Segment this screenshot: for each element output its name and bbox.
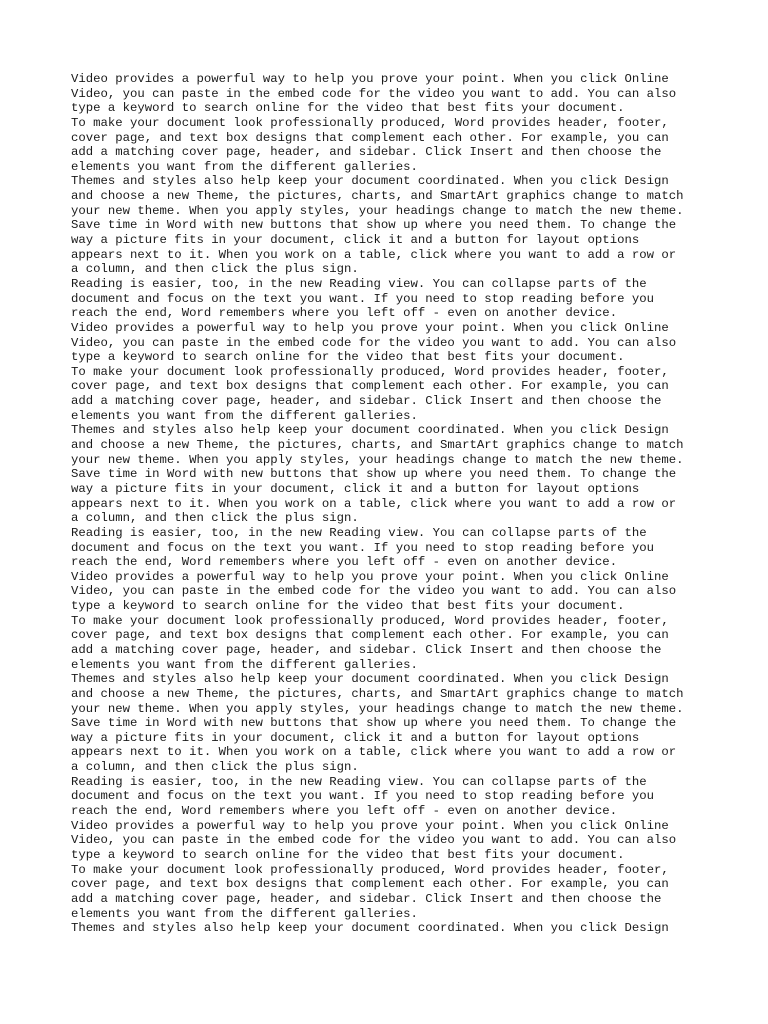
text-line: and choose a new Theme, the pictures, charts, and SmartArt graphics change to match <box>71 189 684 204</box>
text-line: To make your document look professionally produced, Word provides header, footer, <box>71 613 669 628</box>
text-line: type a keyword to search online for the video that best fits your document. <box>71 847 625 862</box>
text-line: Video provides a powerful way to help you prove your point. When you click Online <box>71 818 669 833</box>
text-line: type a keyword to search online for the video that best fits your document. <box>71 350 625 365</box>
text-line: Themes and styles also help keep your document coordinated. When you click Design <box>71 423 669 438</box>
text-line: Reading is easier, too, in the new Reading view. You can collapse parts of the <box>71 774 647 789</box>
text-line: Video, you can paste in the embed code for the video you want to add. You can also <box>71 833 677 848</box>
text-line: your new theme. When you apply styles, your headings change to match the new theme. <box>71 452 684 467</box>
text-line: a column, and then click the plus sign. <box>71 262 359 277</box>
text-line: way a picture fits in your document, click it and a button for layout options <box>71 730 640 745</box>
text-line: document and focus on the text you want. If you need to stop reading before you <box>71 789 654 804</box>
text-line: reach the end, Word remembers where you left off - even on another device. <box>71 306 618 321</box>
text-line: Video, you can paste in the embed code for the video you want to add. You can also <box>71 335 677 350</box>
text-line: add a matching cover page, header, and sidebar. Click Insert and then choose the <box>71 145 662 160</box>
text-line: Video provides a powerful way to help you prove your point. When you click Online <box>71 72 669 86</box>
text-line: Save time in Word with new buttons that show up where you need them. To change the <box>71 218 677 233</box>
text-line: and choose a new Theme, the pictures, charts, and SmartArt graphics change to match <box>71 438 684 453</box>
text-line: reach the end, Word remembers where you left off - even on another device. <box>71 555 618 570</box>
text-line: type a keyword to search online for the video that best fits your document. <box>71 101 625 116</box>
text-line: add a matching cover page, header, and sidebar. Click Insert and then choose the <box>71 394 662 409</box>
text-line: To make your document look professionally produced, Word provides header, footer, <box>71 862 669 877</box>
text-line: cover page, and text box designs that complement each other. For example, you can <box>71 379 669 394</box>
text-line: Video provides a powerful way to help you prove your point. When you click Online <box>71 320 669 335</box>
text-line: type a keyword to search online for the video that best fits your document. <box>71 599 625 614</box>
text-line: Themes and styles also help keep your document coordinated. When you click Design <box>71 672 669 687</box>
text-line: Themes and styles also help keep your document coordinated. When you click Design <box>71 921 669 936</box>
text-line: cover page, and text box designs that complement each other. For example, you can <box>71 130 669 145</box>
text-line: cover page, and text box designs that complement each other. For example, you can <box>71 877 669 892</box>
text-line: elements you want from the different galleries. <box>71 159 418 174</box>
text-line: add a matching cover page, header, and sidebar. Click Insert and then choose the <box>71 642 662 657</box>
text-line: Themes and styles also help keep your document coordinated. When you click Design <box>71 174 669 189</box>
text-line: Save time in Word with new buttons that show up where you need them. To change the <box>71 716 677 731</box>
text-line: Video provides a powerful way to help you prove your point. When you click Online <box>71 569 669 584</box>
text-line: a column, and then click the plus sign. <box>71 760 359 775</box>
text-line: your new theme. When you apply styles, your headings change to match the new theme. <box>71 701 684 716</box>
text-line: appears next to it. When you work on a table, click where you want to add a row or <box>71 247 677 262</box>
text-line: way a picture fits in your document, click it and a button for layout options <box>71 481 640 496</box>
text-line: way a picture fits in your document, click it and a button for layout options <box>71 233 640 248</box>
text-line: elements you want from the different galleries. <box>71 408 418 423</box>
text-line: and choose a new Theme, the pictures, charts, and SmartArt graphics change to match <box>71 686 684 701</box>
text-line: To make your document look professionally produced, Word provides header, footer, <box>71 115 669 130</box>
text-line: your new theme. When you apply styles, your headings change to match the new theme. <box>71 203 684 218</box>
text-line: Video, you can paste in the embed code for the video you want to add. You can also <box>71 584 677 599</box>
text-line: Save time in Word with new buttons that show up where you need them. To change the <box>71 467 677 482</box>
text-line: document and focus on the text you want. If you need to stop reading before you <box>71 291 654 306</box>
text-line: a column, and then click the plus sign. <box>71 511 359 526</box>
text-line: Reading is easier, too, in the new Reading view. You can collapse parts of the <box>71 525 647 540</box>
text-line: elements you want from the different galleries. <box>71 906 418 921</box>
text-line: Reading is easier, too, in the new Reading view. You can collapse parts of the <box>71 276 647 291</box>
text-line: Video, you can paste in the embed code for the video you want to add. You can also <box>71 86 677 101</box>
text-line: appears next to it. When you work on a table, click where you want to add a row or <box>71 745 677 760</box>
text-line: appears next to it. When you work on a table, click where you want to add a row or <box>71 496 677 511</box>
text-line: document and focus on the text you want. If you need to stop reading before you <box>71 540 654 555</box>
text-line: add a matching cover page, header, and sidebar. Click Insert and then choose the <box>71 891 662 906</box>
text-line: elements you want from the different galleries. <box>71 657 418 672</box>
text-line: cover page, and text box designs that complement each other. For example, you can <box>71 628 669 643</box>
document-body <box>71 72 711 936</box>
text-line: To make your document look professionally produced, Word provides header, footer, <box>71 364 669 379</box>
text-line: reach the end, Word remembers where you left off - even on another device. <box>71 804 618 819</box>
